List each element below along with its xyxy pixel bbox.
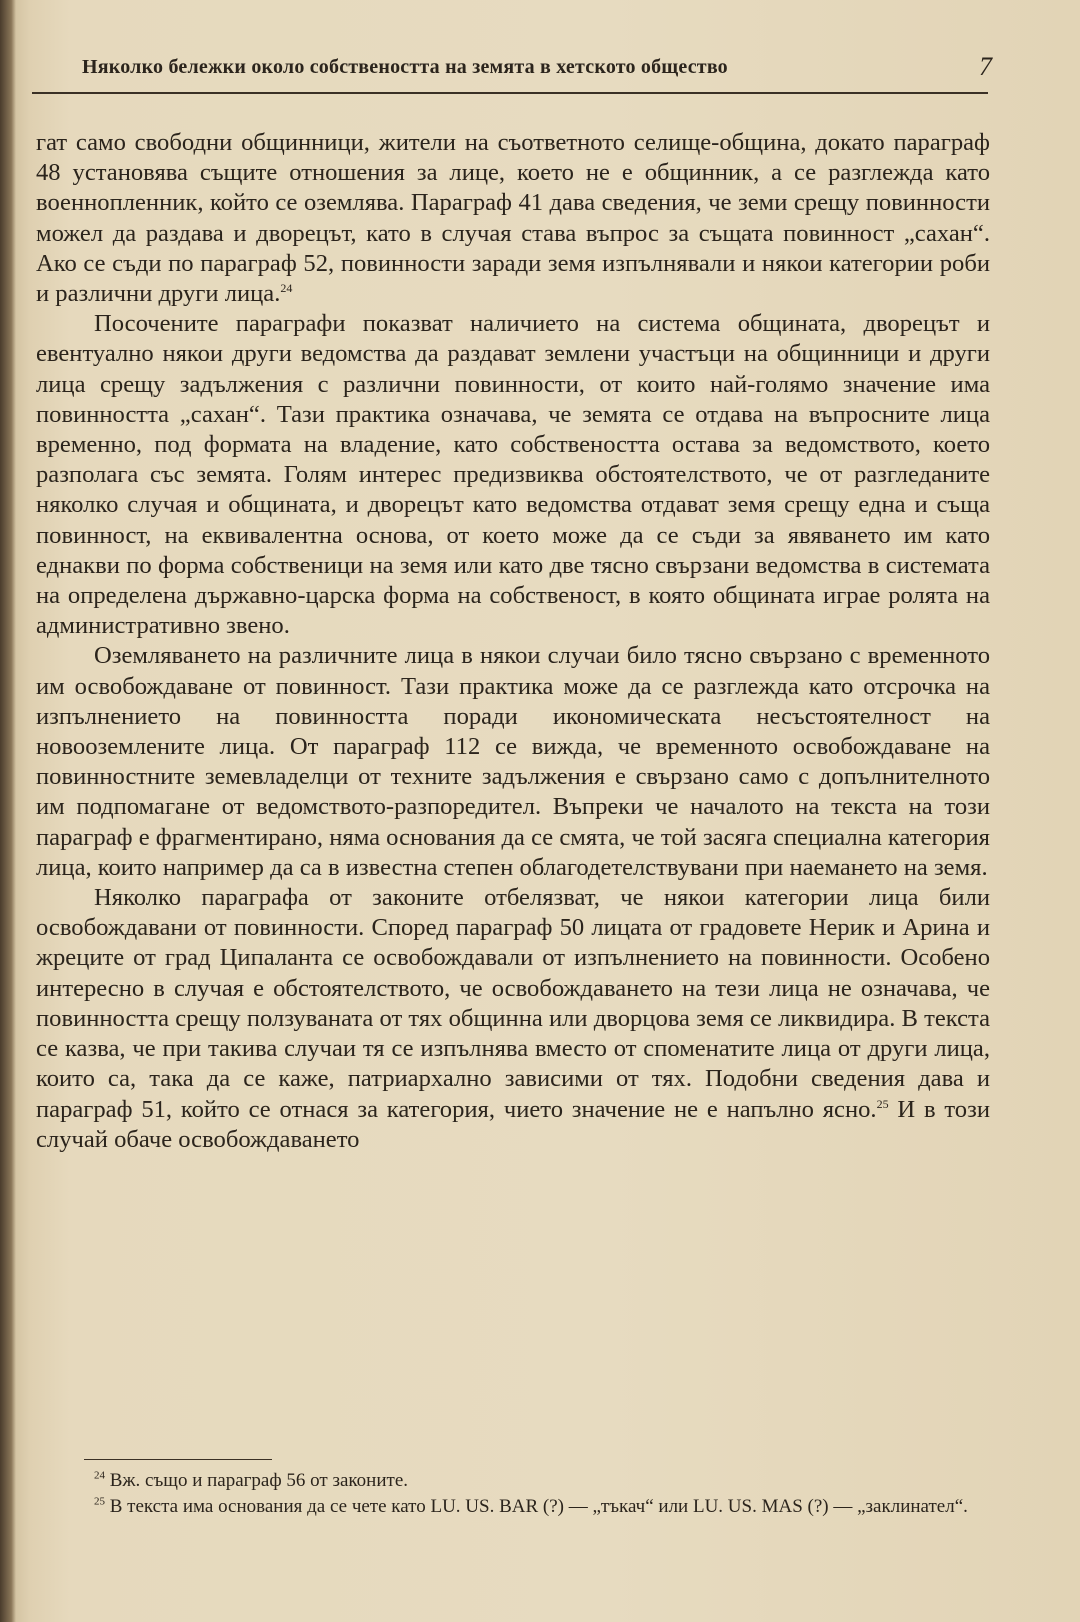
footnotes <box>36 1468 990 1520</box>
paragraph-3: Оземляването на различните лица в някои случаи било тясно свързано с временното им освобождаване от повинност. Тази практика може да се разглежда като отсрочка на изпълнението на повинността поради икономическата несъстоятелност на новооземлените лица. От параграф 112 се вижда, че временното освобождаване на повинностните земевладелци от техните задължения е свързано само с допълнителното им подпомагане от ведомството-разпоредител. Въпреки че началото на текста на този параграф е фрагментирано, няма основания да се смята, че той засяга специална категория лица, които например да са в известна степен облагодетелствувани при наемането на земя. <box>36 642 990 881</box>
paragraph-4: Няколко параграфа от законите отбелязват, че някои категории лица били освобождавани от повинности. Според параграф 50 лицата от градовете Нерик и Арина и жреците от град Ципаланта се освобождавали от изпълнението на повинности. Особено интересно в случая е обстоятелството, че освобождаването на тези лица не означава, че повинността срещу ползуваната от тях общинна или дворцова земя се ликвидира. В текста се казва, че при такива случаи тя се изпълнява вместо от споменатите лица от други лица, които са, така да се каже, патриархално зависими от тях. Подобни сведения дава и параграф 51, който се отнася за категория, чието значение не е напълно ясно.$^{25}$ И в този случай обаче освобождаването <box>36 884 990 1153</box>
paragraph-2: Посочените параграфи показват наличието на система общината, дворецът и евентуално някои други ведомства да раздават землени участъци на общинници и други лица срещу задължения с различни повинности, от които най-голямо значение има повинността „сахан“. Тази практика означава, че земята се отдава на въпросните лица временно, под формата на владение, като собствеността остава за ведомството, което разполага със земята. Голям интерес предизвиква обстоятелството, че от разгледаните няколко случая и общината, и дворецът като ведомства отдават земя срещу една и съща повинност, на еквивалентна основа, от което може да се съди за явяването им като еднакви по форма собственици на земя или като две тясно свързани ведомства в системата на определена държавно-царска форма на собственост, в която общината играе ролята на административно звено. <box>36 310 990 640</box>
main-text <box>36 128 990 1155</box>
book-spine-shadow <box>0 0 16 1622</box>
footnote-24: $^{24}$ Вж. също и параграф 56 от законите. <box>94 1469 409 1491</box>
footnote-25: $^{25}$ В текста има основания да се чете като LU. US. BAR (?) — „тъкач“ или LU. US. MAS (?) — „заклинател“. <box>94 1495 968 1517</box>
footnote-rule <box>84 1459 272 1460</box>
footnote-ref-25: 25 <box>876 1096 889 1111</box>
footnote-ref-24: 24 <box>280 280 293 295</box>
page-header <box>82 52 992 92</box>
running-title: Няколко бележки около собствеността на земята в хетското общество <box>82 56 728 78</box>
header-rule <box>32 92 988 94</box>
page-number: 7 <box>979 52 992 81</box>
paragraph-1: гат само свободни общинници, жители на съответното селище-община, докато параграф 48 установява същите отношения за лице, което не е общинник, а се разглежда като военнопленник, който се оземлява. Параграф 41 дава сведения, че земи срещу повинности можел да раздава и дворецът, като в случая става въпрос за същата повинност „сахан“. Ако се съди по параграф 52, повинности заради земя изпълнявали и някои категории роби и различни други лица.$^{24}$ <box>36 129 990 308</box>
